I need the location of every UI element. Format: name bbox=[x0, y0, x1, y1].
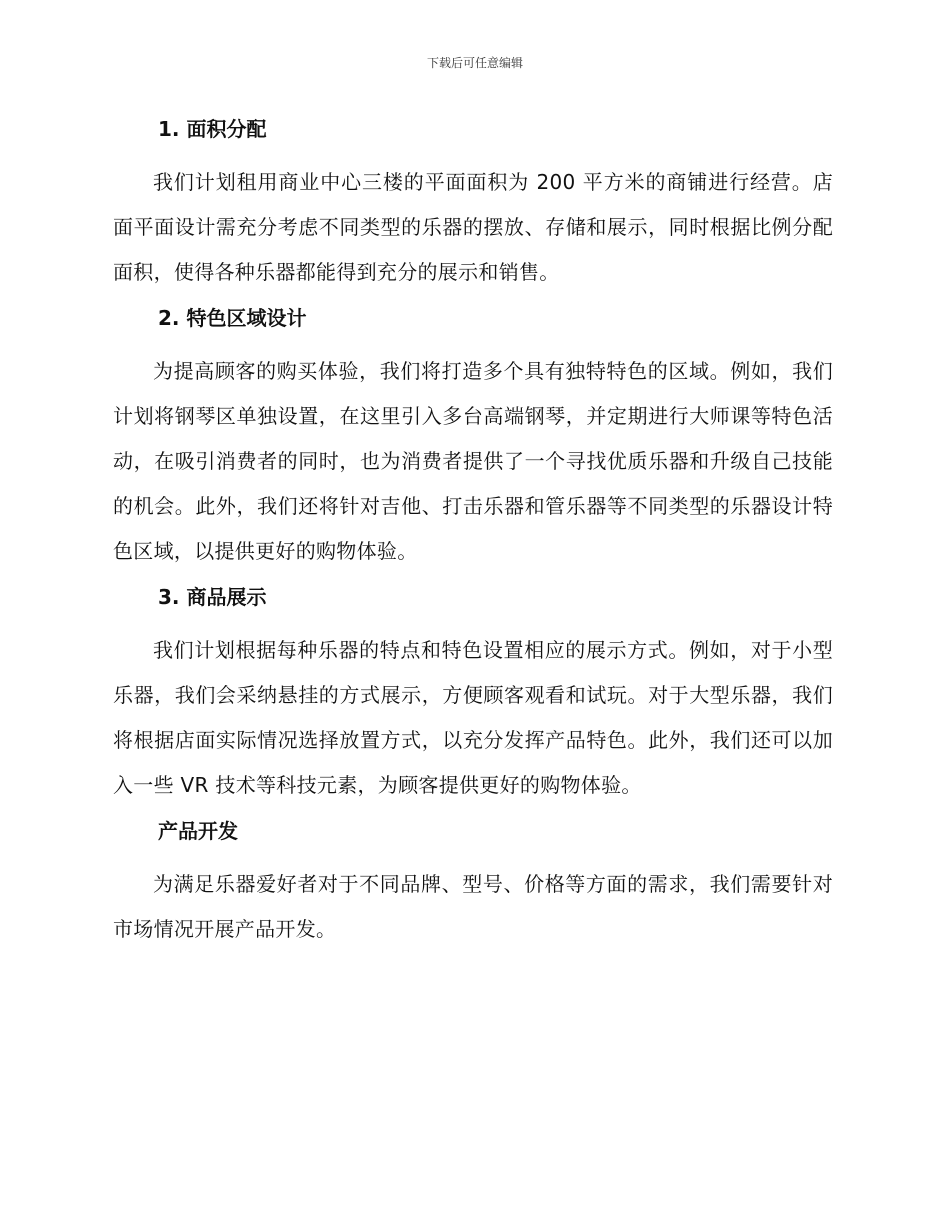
document-body bbox=[113, 112, 833, 952]
section-paragraph: 我们计划根据每种乐器的特点和特色设置相应的展示方式。例如，对于小型乐器，我们会采纳悬挂的方式展示，方便顾客观看和试玩。对于大型乐器，我们将根据店面实际情况选择放置方式，以充分发挥产品特色。此外，我们还可以加入一些 VR 技术等科技元素，为顾客提供更好的购物体验。 bbox=[113, 638, 833, 797]
section-heading: 1. 面积分配 bbox=[158, 117, 267, 141]
section-heading: 产品开发 bbox=[158, 819, 238, 843]
section-heading: 2. 特色区域设计 bbox=[158, 306, 307, 330]
section-paragraph: 为满足乐器爱好者对于不同品牌、型号、价格等方面的需求，我们需要针对市场情况开展产品开发。 bbox=[113, 872, 833, 941]
section-area-allocation bbox=[113, 112, 833, 295]
section-product-display bbox=[113, 580, 833, 808]
section-paragraph: 我们计划租用商业中心三楼的平面面积为 200 平方米的商铺进行经营。店面平面设计需充分考虑不同类型的乐器的摆放、存储和展示，同时根据比例分配面积，使得各种乐器都能得到充分的展示和销售。 bbox=[113, 170, 833, 284]
section-heading: 3. 商品展示 bbox=[158, 585, 267, 609]
section-feature-zones bbox=[113, 301, 833, 574]
section-product-development bbox=[113, 814, 833, 952]
section-paragraph: 为提高顾客的购买体验，我们将打造多个具有独特特色的区域。例如，我们计划将钢琴区单独设置，在这里引入多台高端钢琴，并定期进行大师课等特色活动，在吸引消费者的同时，也为消费者提供了一个寻找优质乐器和升级自己技能的机会。此外，我们还将针对吉他、打击乐器和管乐器等不同类型的乐器设计特色区域，以提供更好的购物体验。 bbox=[113, 359, 833, 563]
header-note: 下载后可任意编辑 bbox=[426, 56, 523, 70]
